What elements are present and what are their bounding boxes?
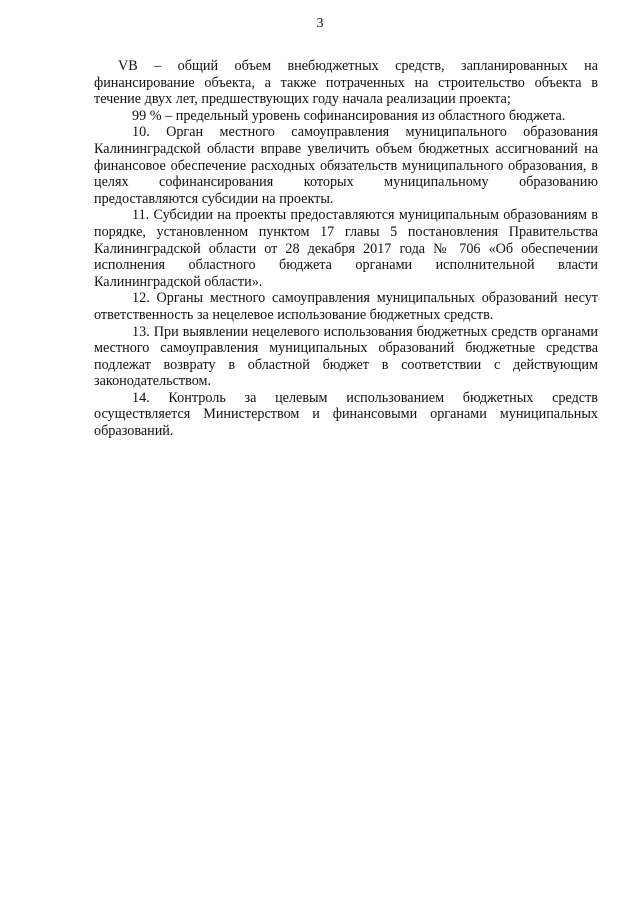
paragraph-13: 13. При выявлении нецелевого использования бюджетных средств органами местного самоуправления муниципальных образований бюджетные средства подлежат возврату в областной бюджет в соответствии с действующим законодательством. <box>94 323 598 390</box>
paragraph-14: 14. Контроль за целевым использованием бюджетных средств осуществляется Министерством и финансовыми органами муниципальных образований. <box>94 389 598 440</box>
paragraph-12: 12. Органы местного самоуправления муниципальных образований несут ответственность за нецелевое использование бюджетных средств. <box>94 290 598 323</box>
page-number: 3 <box>316 16 324 31</box>
paragraph-cofinancing-level: 99 % – предельный уровень софинансирования из областного бюджета. <box>132 107 566 124</box>
paragraph-10: 10. Орган местного самоуправления муниципального образования Калининградской области вправе увеличить объем бюджетных ассигнований на финансовое обеспечение расходных обязательств муниципального образования, в целях софинансирования которых муниципальному образованию предоставляются субсидии на проекты. <box>94 124 598 207</box>
paragraph-11: 11. Субсидии на проекты предоставляются муниципальным образованиям в порядке, установленном пунктом 17 главы 5 постановления Правительства Калининградской области от 28 декабря 2017 года № 706 «Об обеспечении исполнения областного бюджета органами исполнительной власти Калининградской области». <box>94 207 598 290</box>
paragraph-vb-definition: VB – общий объем внебюджетных средств, запланированных на финансирование объекта, а также потраченных на строительство объекта в течение двух лет, предшествующих году начала реализации проекта; <box>94 58 598 108</box>
document-body <box>94 58 598 440</box>
